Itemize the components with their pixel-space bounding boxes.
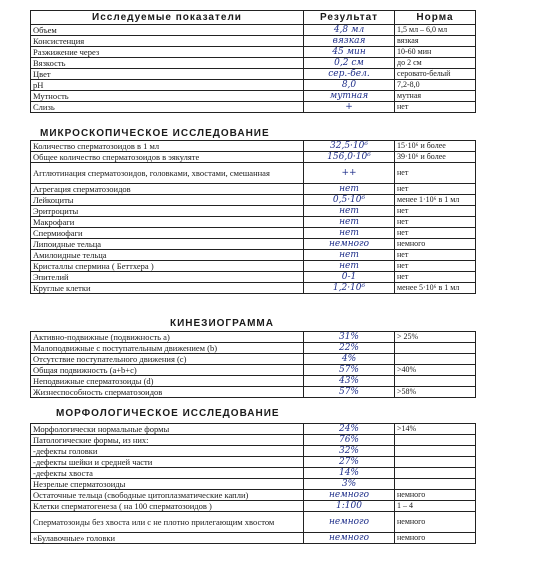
kinesio-section-title: КИНЕЗИОГРАММА xyxy=(170,318,274,329)
result-value: нет xyxy=(304,184,395,195)
result-value: 45 мин xyxy=(304,47,395,58)
result-value: мутная xyxy=(304,91,395,102)
result-value: немного xyxy=(304,512,395,533)
table-row xyxy=(31,376,476,387)
indicator-name: Эпителий xyxy=(31,272,304,283)
result-value: сер.-бел. xyxy=(304,69,395,80)
indicator-name: Макрофаги xyxy=(31,217,304,228)
indicator-name: Мутность xyxy=(31,91,304,102)
indicator-name: Неподвижные сперматозоиды (d) xyxy=(31,376,304,387)
result-value: вязкая xyxy=(304,36,395,47)
table-row xyxy=(31,343,476,354)
table-row xyxy=(31,424,476,435)
table-row xyxy=(31,141,476,152)
norm-value: нет xyxy=(395,217,476,228)
result-value: немного xyxy=(304,239,395,250)
norm-value: >58% xyxy=(395,387,476,398)
kinesio-table xyxy=(30,331,476,398)
result-value: 27% xyxy=(304,457,395,468)
morph-section-title: МОРФОЛОГИЧЕСКОЕ ИССЛЕДОВАНИЕ xyxy=(56,408,280,419)
norm-value: 39·10⁶ и более xyxy=(395,152,476,163)
table-row xyxy=(31,533,476,544)
indicator-name: Круглые клетки xyxy=(31,283,304,294)
norm-value: 15·10⁶ и более xyxy=(395,141,476,152)
result-value: 0,5·10⁶ xyxy=(304,195,395,206)
norm-value: нет xyxy=(395,184,476,195)
norm-value xyxy=(395,343,476,354)
norm-value: 10-60 мин xyxy=(395,47,476,58)
norm-value: 7,2-8,0 xyxy=(395,80,476,91)
result-value: нет xyxy=(304,261,395,272)
indicator-name: Лейкоциты xyxy=(31,195,304,206)
table-row xyxy=(31,184,476,195)
indicator-name: Вязкость xyxy=(31,58,304,69)
table-row xyxy=(31,228,476,239)
table-row xyxy=(31,69,476,80)
micro-section-title: МИКРОСКОПИЧЕСКОЕ ИССЛЕДОВАНИЕ xyxy=(40,128,270,139)
result-value: 32% xyxy=(304,446,395,457)
result-value: 76% xyxy=(304,435,395,446)
norm-value: > 25% xyxy=(395,332,476,343)
indicator-name: Липоидные тельца xyxy=(31,239,304,250)
norm-value: 1,5 мл – 6,0 мл xyxy=(395,25,476,36)
result-value: 0-1 xyxy=(304,272,395,283)
result-value: 156,0·10⁶ xyxy=(304,152,395,163)
result-value: 8,0 xyxy=(304,80,395,91)
indicator-name: Амилоидные тельца xyxy=(31,250,304,261)
header-result: Результат xyxy=(304,11,395,25)
indicator-name: Остаточные тельца (свободные цитоплазматические капли) xyxy=(31,490,304,501)
norm-value: нет xyxy=(395,163,476,184)
result-value: + xyxy=(304,102,395,113)
table-row xyxy=(31,446,476,457)
result-value: нет xyxy=(304,217,395,228)
norm-value: нет xyxy=(395,228,476,239)
norm-value: нет xyxy=(395,206,476,217)
norm-value: менее 1·10⁶ в 1 мл xyxy=(395,195,476,206)
header-norm: Норма xyxy=(395,11,476,25)
norm-value: нет xyxy=(395,102,476,113)
table-row xyxy=(31,58,476,69)
result-value: нет xyxy=(304,206,395,217)
table-row xyxy=(31,163,476,184)
table-row xyxy=(31,365,476,376)
indicator-name: Общее количество сперматозоидов в эякуляте xyxy=(31,152,304,163)
indicator-name: Агглютинация сперматозоидов, головками, хвостами, смешанная xyxy=(31,163,304,184)
table-row xyxy=(31,91,476,102)
header-indicators: Исследуемые показатели xyxy=(31,11,304,25)
table-row xyxy=(31,25,476,36)
indicator-name: Объем xyxy=(31,25,304,36)
table-row xyxy=(31,36,476,47)
indicator-name: Цвет xyxy=(31,69,304,80)
result-value: немного xyxy=(304,533,395,544)
norm-value: менее 5·10⁶ в 1 мл xyxy=(395,283,476,294)
norm-value: немного xyxy=(395,533,476,544)
indicator-name: Патологические формы, из них: xyxy=(31,435,304,446)
table-row xyxy=(31,272,476,283)
norm-value: 1 – 4 xyxy=(395,501,476,512)
indicator-name: Агрегация сперматозоидов xyxy=(31,184,304,195)
table-row xyxy=(31,283,476,294)
norm-value: нет xyxy=(395,261,476,272)
norm-value xyxy=(395,457,476,468)
indicator-name: -дефекты шейки и средней части xyxy=(31,457,304,468)
indicator-name: -дефекты хвоста xyxy=(31,468,304,479)
result-value: 1:100 xyxy=(304,501,395,512)
norm-value: немного xyxy=(395,490,476,501)
indicator-name: Незрелые сперматозоиды xyxy=(31,479,304,490)
indicator-name: Консистенция xyxy=(31,36,304,47)
indicator-name: Отсутствие поступательного движения (c) xyxy=(31,354,304,365)
table-row xyxy=(31,354,476,365)
macro-table xyxy=(30,10,476,113)
result-value: 0,2 см xyxy=(304,58,395,69)
indicator-name: Малоподвижные с поступательным движением (b) xyxy=(31,343,304,354)
result-value: нет xyxy=(304,228,395,239)
result-value: 32,5·10⁶ xyxy=(304,141,395,152)
norm-value: >40% xyxy=(395,365,476,376)
norm-value xyxy=(395,376,476,387)
table-row xyxy=(31,217,476,228)
morph-table xyxy=(30,423,476,544)
table-row xyxy=(31,479,476,490)
table-row xyxy=(31,195,476,206)
table-row xyxy=(31,435,476,446)
indicator-name: Эритроциты xyxy=(31,206,304,217)
norm-value: до 2 см xyxy=(395,58,476,69)
table-row xyxy=(31,261,476,272)
table-row xyxy=(31,468,476,479)
indicator-name: Общая подвижность (a+b+c) xyxy=(31,365,304,376)
indicator-name: Слизь xyxy=(31,102,304,113)
indicator-name: Спермиофаги xyxy=(31,228,304,239)
result-value: 14% xyxy=(304,468,395,479)
table-row xyxy=(31,332,476,343)
norm-value: немного xyxy=(395,512,476,533)
result-value: 4,8 мл xyxy=(304,25,395,36)
indicator-name: Активно-подвижные (подвижность a) xyxy=(31,332,304,343)
indicator-name: -дефекты головки xyxy=(31,446,304,457)
result-value: ++ xyxy=(304,163,395,184)
indicator-name: «Булавочные» головки xyxy=(31,533,304,544)
indicator-name: рН xyxy=(31,80,304,91)
norm-value xyxy=(395,354,476,365)
table-row xyxy=(31,387,476,398)
indicator-name: Клетки сперматогенеза ( на 100 сперматозоидов ) xyxy=(31,501,304,512)
result-value: 43% xyxy=(304,376,395,387)
norm-value: немного xyxy=(395,239,476,250)
norm-value: >14% xyxy=(395,424,476,435)
norm-value: вязкая xyxy=(395,36,476,47)
table-row xyxy=(31,457,476,468)
result-value: 1,2·10⁶ xyxy=(304,283,395,294)
result-value: немного xyxy=(304,490,395,501)
norm-value xyxy=(395,435,476,446)
table-row xyxy=(31,250,476,261)
indicator-name: Разжижение через xyxy=(31,47,304,58)
result-value: 4% xyxy=(304,354,395,365)
norm-value xyxy=(395,468,476,479)
table-row xyxy=(31,152,476,163)
norm-value: нет xyxy=(395,272,476,283)
result-value: 22% xyxy=(304,343,395,354)
result-value: нет xyxy=(304,250,395,261)
norm-value xyxy=(395,479,476,490)
norm-value: серовато-белый xyxy=(395,69,476,80)
table-header xyxy=(31,11,476,25)
norm-value: нет xyxy=(395,250,476,261)
micro-table xyxy=(30,140,476,294)
norm-value: мутная xyxy=(395,91,476,102)
indicator-name: Жизнеспособность сперматозоидов xyxy=(31,387,304,398)
norm-value xyxy=(395,446,476,457)
table-row xyxy=(31,47,476,58)
result-value: 57% xyxy=(304,387,395,398)
result-value: 24% xyxy=(304,424,395,435)
table-row xyxy=(31,512,476,533)
result-value: 31% xyxy=(304,332,395,343)
indicator-name: Морфологически нормальные формы xyxy=(31,424,304,435)
table-row xyxy=(31,206,476,217)
table-row xyxy=(31,490,476,501)
indicator-name: Сперматозоиды без хвоста или с не плотно прилегающим хвостом xyxy=(31,512,304,533)
table-row xyxy=(31,80,476,91)
indicator-name: Количество сперматозоидов в 1 мл xyxy=(31,141,304,152)
table-row xyxy=(31,501,476,512)
result-value: 3% xyxy=(304,479,395,490)
table-row xyxy=(31,102,476,113)
table-row xyxy=(31,239,476,250)
indicator-name: Кристаллы спермина ( Беттхера ) xyxy=(31,261,304,272)
result-value: 57% xyxy=(304,365,395,376)
